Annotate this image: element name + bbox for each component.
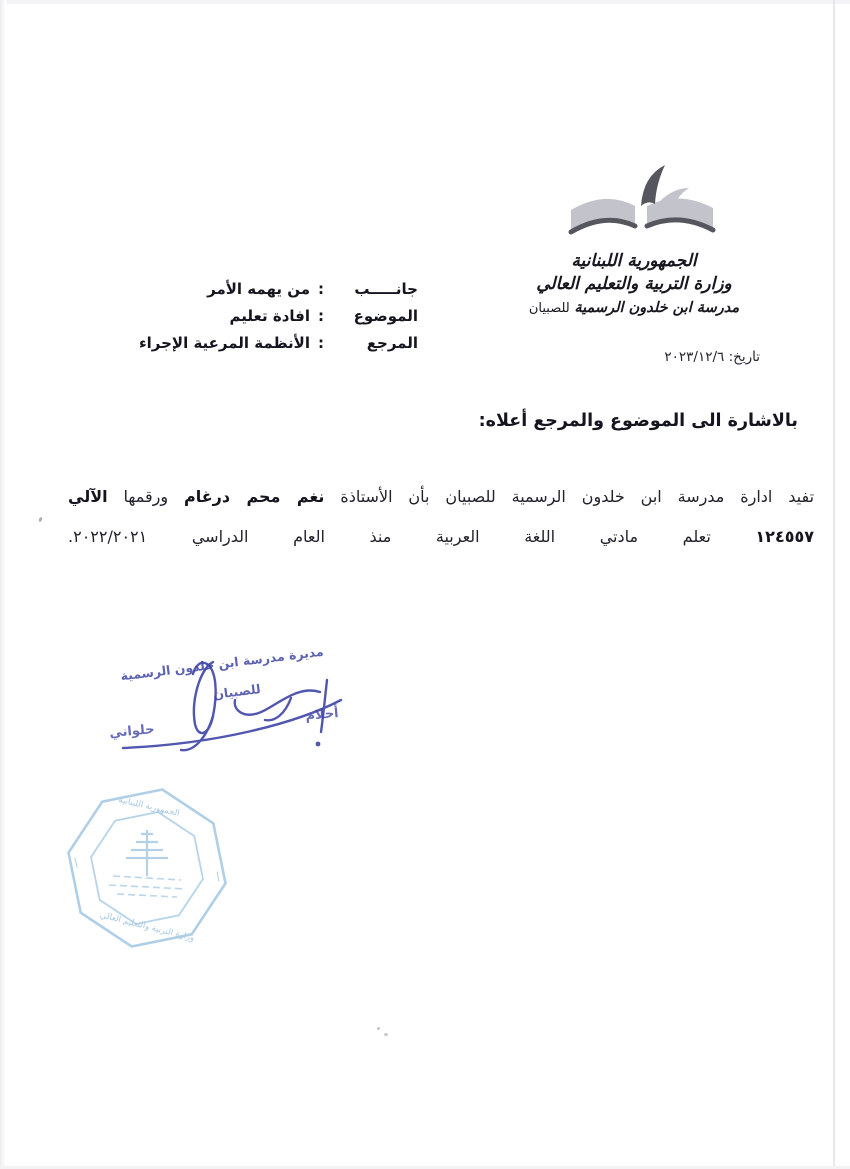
school-title — [498, 296, 770, 321]
school-suffix: للصبيان — [528, 301, 570, 316]
scan-artifact — [384, 1033, 388, 1036]
open-book-logo-icon — [563, 162, 721, 252]
official-seal — [55, 776, 239, 962]
body-line-2 — [68, 517, 814, 557]
field-label: المرجع — [366, 334, 418, 352]
signed-name: أحلام حلواني — [108, 706, 340, 741]
field-addressee — [139, 276, 418, 303]
body-text: تفيد ادارة مدرسة ابن خلدون الرسمية للصبيان بأن الأستاذة — [340, 487, 815, 506]
teacher-name: نغم محم درغام — [184, 487, 325, 506]
date-value: ٢٠٢٣/١٢/٦ — [664, 349, 725, 365]
seal-top-text: الجمهورية اللبنانية — [117, 795, 181, 819]
period: . — [68, 527, 74, 546]
field-label: جانـــــب — [354, 280, 418, 298]
scan-artifact — [377, 1027, 380, 1030]
director-stamp-line1: مديرة مدرسة ابن خلدون الرسمية — [119, 643, 325, 684]
body-line-1 — [68, 477, 814, 517]
field-colon: : — [318, 307, 324, 325]
director-stamp-line2: للصبيان — [212, 681, 262, 702]
seal-bottom-text: وزارة التربية والتعليم العالي — [98, 910, 196, 944]
school-name: مدرسة ابن خلدون الرسمية — [574, 300, 740, 316]
scan-artifact — [38, 517, 43, 523]
academic-year: ٢٠٢٢/٢٠٢١ — [73, 527, 148, 546]
field-subject — [139, 303, 418, 330]
reference-fields — [139, 276, 418, 357]
field-value: افادة تعليم — [229, 307, 310, 325]
handwritten-signature-icon — [95, 640, 355, 780]
field-label: الموضوع — [353, 307, 418, 325]
scan-edge-top — [0, 0, 850, 4]
date-line — [664, 349, 760, 365]
body-paragraph — [68, 477, 814, 557]
field-colon: : — [318, 280, 324, 298]
body-text: تعلم مادتي اللغة العربية منذ العام الدراسي — [191, 527, 711, 546]
date-label: تاريخ: — [728, 349, 760, 365]
scan-edge-left — [0, 0, 6, 1169]
body-text-bold: الآلي — [68, 487, 108, 506]
academic-year-wrap — [68, 527, 147, 546]
signature-block — [95, 640, 355, 780]
field-colon: : — [318, 334, 324, 352]
letterhead — [498, 250, 770, 321]
ministry-title: وزارة التربية والتعليم العالي — [536, 274, 732, 294]
scan-edge-right — [833, 0, 835, 1169]
field-reference — [139, 330, 418, 357]
republic-title: الجمهورية اللبنانية — [571, 251, 697, 271]
field-value: الأنظمة المرعية الإجراء — [138, 334, 310, 352]
body-text: ورقمها — [123, 487, 169, 506]
field-value: من يهمه الأمر — [207, 280, 310, 298]
salutation-line: بالاشارة الى الموضوع والمرجع أعلاه: — [478, 411, 798, 431]
teacher-number: ١٢٤٥٥٧ — [755, 527, 814, 546]
